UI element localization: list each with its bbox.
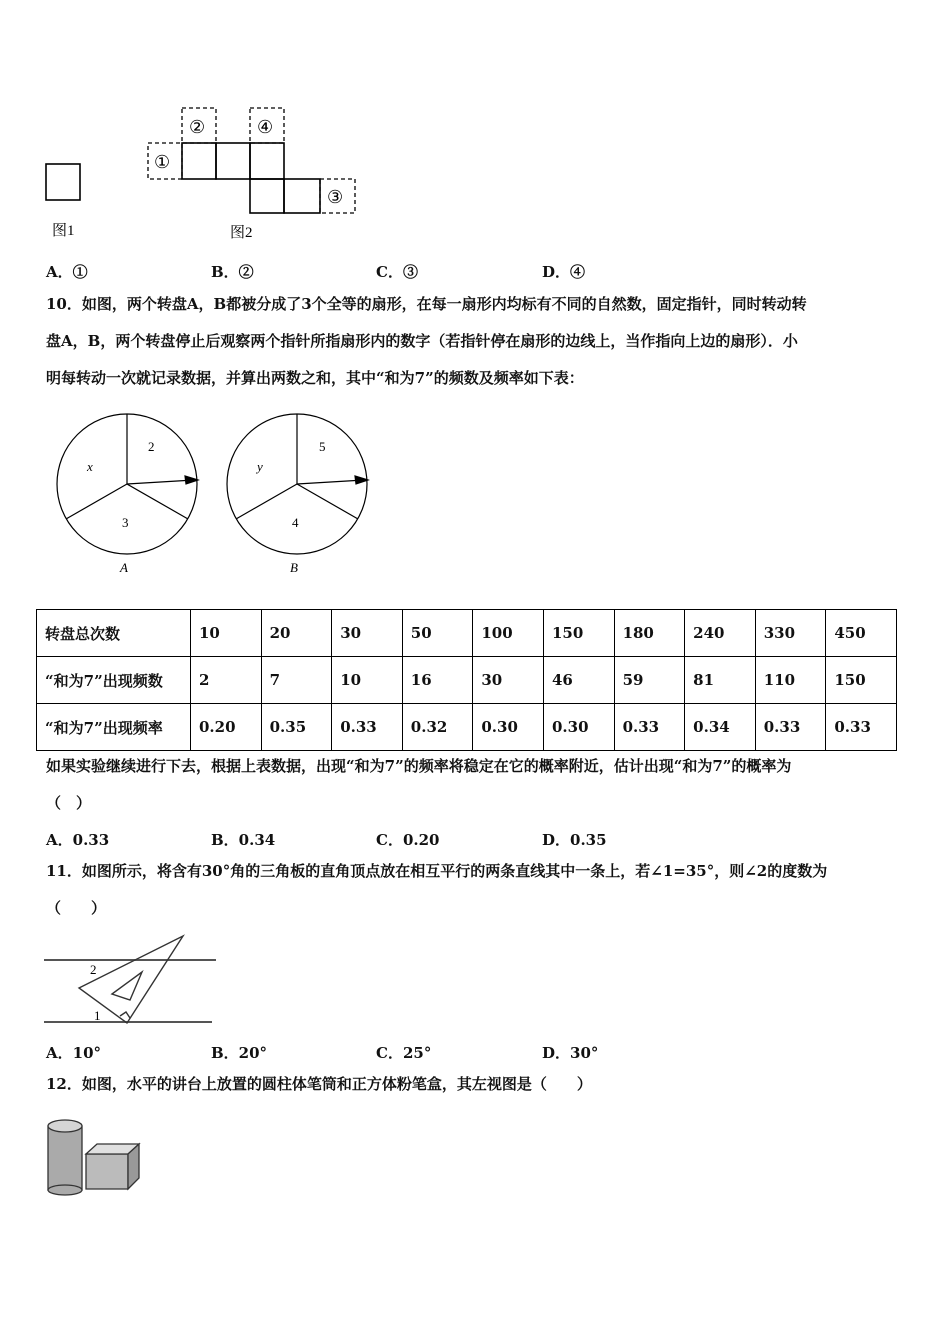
table-cell: 10 bbox=[332, 657, 403, 704]
table-cell: 240 bbox=[685, 610, 756, 657]
q12-question bbox=[46, 1066, 906, 1103]
q11-option-b[interactable]: B．20° bbox=[211, 1044, 268, 1062]
fig1-label: 图1 bbox=[52, 223, 75, 239]
q10-followup-line-1: 如果实验继续进行下去，根据上表数据，出现“和为7”的频率将稳定在它的概率附近，估计出现“和为7”的概率为 bbox=[46, 757, 792, 775]
q10-options bbox=[46, 829, 906, 853]
table-cell: 50 bbox=[402, 610, 473, 657]
table-cell: 330 bbox=[755, 610, 826, 657]
spinner-a-name: A bbox=[120, 560, 128, 575]
row-header: “和为7”出现频率 bbox=[37, 704, 191, 751]
q9-options bbox=[46, 261, 906, 285]
table-cell: 46 bbox=[543, 657, 614, 704]
q10-followup-line-2: （ ） bbox=[46, 794, 92, 812]
table-row bbox=[37, 704, 897, 751]
q10-followup bbox=[46, 748, 906, 822]
q10-option-a[interactable]: A．0.33 bbox=[46, 831, 110, 849]
q9-option-d[interactable]: D．④ bbox=[542, 263, 586, 281]
table-cell: 150 bbox=[543, 610, 614, 657]
q11-option-d[interactable]: D．30° bbox=[542, 1044, 599, 1062]
angle-1-label: 1 bbox=[94, 1008, 101, 1023]
spinner-b-top: 5 bbox=[319, 439, 326, 454]
table-cell: 0.20 bbox=[191, 704, 262, 751]
spinner-a bbox=[57, 414, 198, 554]
spinner-a-bottom: 3 bbox=[122, 515, 129, 530]
table-cell: 81 bbox=[685, 657, 756, 704]
table-cell: 0.30 bbox=[473, 704, 544, 751]
q10-option-d[interactable]: D．0.35 bbox=[542, 831, 607, 849]
q12-line-1: 12．如图，水平的讲台上放置的圆柱体笔筒和正方体粉笔盒，其左视图是（ ） bbox=[46, 1075, 592, 1093]
q9-option-c[interactable]: C．③ bbox=[376, 263, 418, 281]
q11-line-1: 11．如图所示，将含有30°角的三角板的直角顶点放在相互平行的两条直线其中一条上，若∠1=35°，则∠2的度数为 bbox=[46, 862, 828, 880]
q11-options bbox=[46, 1042, 906, 1066]
table-cell: 16 bbox=[402, 657, 473, 704]
fig1-square bbox=[46, 164, 80, 200]
q10-spinners bbox=[50, 405, 380, 585]
spinner-a-left: x bbox=[87, 459, 93, 474]
table-cell: 0.34 bbox=[685, 704, 756, 751]
spinner-a-top: 2 bbox=[148, 439, 155, 454]
q10-line-3: 明每转动一次就记录数据，并算出两数之和，其中“和为7”的频数及频率如下表： bbox=[46, 369, 584, 387]
table-cell: 20 bbox=[261, 610, 332, 657]
table-row bbox=[37, 610, 897, 657]
q10-option-b[interactable]: B．0.34 bbox=[211, 831, 276, 849]
q9-figure bbox=[40, 100, 370, 245]
table-cell: 0.33 bbox=[826, 704, 897, 751]
spinner-b-name: B bbox=[290, 560, 298, 575]
table-cell: 0.30 bbox=[543, 704, 614, 751]
table-cell: 0.35 bbox=[261, 704, 332, 751]
q10-option-c[interactable]: C．0.20 bbox=[376, 831, 440, 849]
table-cell: 10 bbox=[191, 610, 262, 657]
q9-option-b[interactable]: B．② bbox=[211, 263, 254, 281]
table-cell: 450 bbox=[826, 610, 897, 657]
table-cell: 2 bbox=[191, 657, 262, 704]
table-cell: 150 bbox=[826, 657, 897, 704]
cube-chalk-box bbox=[86, 1144, 139, 1189]
q10-line-1: 10．如图，两个转盘A，B都被分成了3个全等的扇形，在每一扇形内均标有不同的自然数，固定指针，同时转动转 bbox=[46, 295, 807, 313]
q9-option-a[interactable]: A．① bbox=[46, 263, 88, 281]
table-cell: 0.33 bbox=[332, 704, 403, 751]
table-cell: 110 bbox=[755, 657, 826, 704]
q12-figure bbox=[44, 1114, 144, 1199]
fig2-net bbox=[182, 143, 320, 213]
q10-line-2: 盘A，B，两个转盘停止后观察两个指针所指扇形内的数字（若指针停在扇形的边线上，当作指向上边的扇形）．小 bbox=[46, 332, 798, 350]
q11-option-a[interactable]: A．10° bbox=[46, 1044, 102, 1062]
circled-3: ③ bbox=[327, 187, 344, 207]
circled-2: ② bbox=[189, 117, 206, 137]
row-header: 转盘总次数 bbox=[37, 610, 191, 657]
table-cell: 0.33 bbox=[755, 704, 826, 751]
circled-4: ④ bbox=[257, 117, 274, 137]
frequency-table bbox=[36, 609, 897, 751]
cylinder-pen-holder bbox=[48, 1120, 82, 1195]
table-cell: 0.33 bbox=[614, 704, 685, 751]
row-header: “和为7”出现频数 bbox=[37, 657, 191, 704]
table-cell: 59 bbox=[614, 657, 685, 704]
table-cell: 100 bbox=[473, 610, 544, 657]
angle-2-label: 2 bbox=[90, 962, 97, 977]
table-cell: 7 bbox=[261, 657, 332, 704]
q11-question bbox=[46, 853, 906, 927]
table-row bbox=[37, 657, 897, 704]
q11-option-c[interactable]: C．25° bbox=[376, 1044, 432, 1062]
spinner-b bbox=[227, 414, 368, 554]
q11-line-2: （ ） bbox=[46, 899, 107, 917]
q11-figure bbox=[44, 932, 219, 1032]
fig2-label: 图2 bbox=[230, 225, 253, 241]
table-cell: 0.32 bbox=[402, 704, 473, 751]
table-cell: 180 bbox=[614, 610, 685, 657]
circled-1: ① bbox=[154, 152, 171, 172]
table-cell: 30 bbox=[473, 657, 544, 704]
spinner-b-left: y bbox=[257, 459, 263, 474]
q10-question bbox=[46, 286, 906, 397]
spinner-b-bottom: 4 bbox=[292, 515, 299, 530]
table-cell: 30 bbox=[332, 610, 403, 657]
